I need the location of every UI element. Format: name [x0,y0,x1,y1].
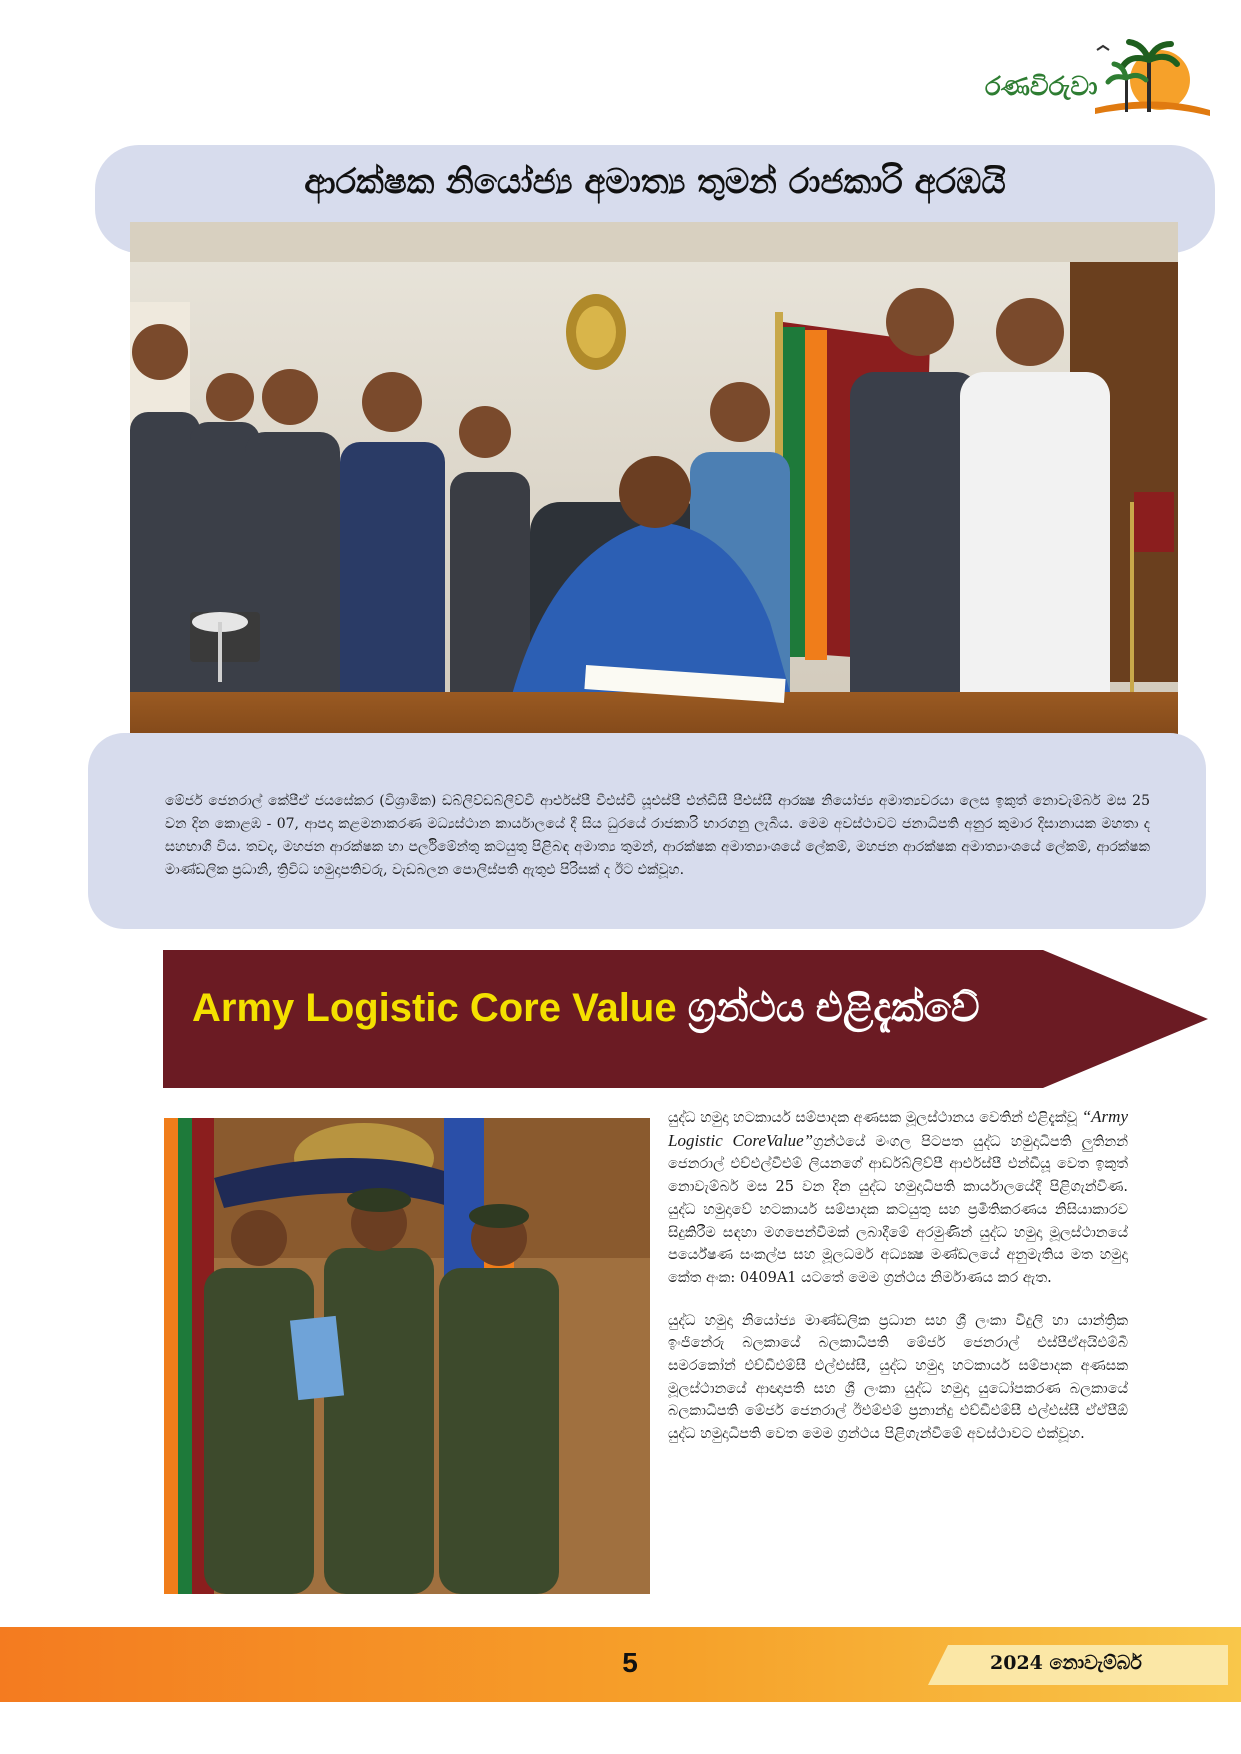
paragraph-text: යුද්ධ හමුදා හටකාර්ය සම්පාදක අණසක මූලස්ථානය වෙතින් එළිදැක්වූ [668,1110,1082,1126]
signing-ceremony-photo [130,222,1178,778]
section-title-english: Army Logistic Core Value [192,986,677,1030]
book-title-quote: “Army Logistic CoreValue” [668,1107,1128,1150]
book-presentation-photo [164,1118,650,1594]
page-number: 5 [622,1647,638,1678]
section-title-sinhala: ග්‍රන්ථය එළිදැක්වේ [676,986,980,1030]
logo-wordmark: රණවිරුවා [985,72,1098,102]
article-paragraph: යුද්ධ හමුදා නියෝජ්‍ය මාණ්ඩලික ප්‍රධාන සහ ශ්‍රී ලංකා විදුලි හා යාන්ත්‍රික ඉංජිනේරු බලකායේ බලකාධිපති මේජර් ජෙනරාල් එස්පීඒඅයිඑම්බී සමරකෝන් එච්ඩීඑම්සී එල්එස්සී, යුද්ධ හමුදා හටකාර්ය සම්පාදක අණසක මූලස්ථානයේ ආඥාපති සහ ශ්‍රී ලංකා යුද්ධ හමුදා යුධෝපකරණ බලකායේ බලකාධිපති මේජර් ජෙනරාල් ඊඑම්එම් ප්‍රනාන්දු එච්ඩීඑම්සී එල්එස්සී ඒඒපීඕ යුද්ධ හමුදාධිපති වෙත මෙම ග්‍රන්ථය පිළිගැන්වීමේ අවස්ථාවට එක්වූහ. [668,1312,1128,1443]
paragraph-text: ග්‍රන්ථයේ මංගල පිටපත යුද්ධ හමුදාධිපති ලුතිනන් ජෙනරාල් එච්එල්වීඑම් ලියනගේ ආර්ඩබ්ලිව්පී ආර්එස්පී එන්ඩීයූ වෙත ඉකුත් නොවැම්බර් මස 25 වන දින යුද්ධ හමුදාධිපති කාර්යාලයේදී පිළිගැන්විණ. යුද්ධ හමුදාවේ හටකාර්ය සම්පාදක කටයුතු සහ ප්‍රමිතිකරණය නිසියාකාරව සිදුකිරීම සඳහා මගපෙන්වීමක් ලබාදීමේ අරමුණින් යුද්ධ හමුදා මූලස්ථානයේ පර්යේෂණ සංකල්ප සහ මූලධර්ම අධ්‍යක්‍ෂ මණ්ඩලයේ අනුමැතිය මත හමුදා කේත අංක: 0409A1 යටතේ මෙම ග්‍රන්ථය නිර්මාණය කර ඇත. [668,1133,1128,1286]
section-title [192,986,980,1031]
magazine-logo [985,30,1215,130]
photo-caption: මේජර් ජෙනරාල් කේපීඒ ජයසේකර (විශ්‍රාමික) ඩබ්ලිව්ඩබ්ලිව්වී ආර්එස්පී වීඑස්වී යූඑස්පී එන්ඩීසී පීඑස්සී ආරක්‍ෂ නියෝජ්‍ය අමාත්‍යවරයා ලෙස ඉකුත් නොවැම්බර් මස 25 වන දින කොළඹ - 07, ආපදා කළමනාකරණ මධ්‍යස්ථාන කාර්යාලයේ දී සිය ධුරයේ රාජකාරි භාරගනු ලැබීය. මෙම අවස්ථාවට ජනාධිපති අනුර කුමාර දිසානායක මහතා ද සහභාගී විය. තවද, මහජන ආරක්ෂක හා පර්ලිමේන්තු කටයුතු පිළිබඳ අමාත්‍ය තුමන්, ආරක්ෂක අමාත්‍යාංශයේ ලේකම්, මහජන ආරක්ෂක අමාත්‍යාංශයේ ලේකම්, ආරක්ෂක මාණ්ඩලික ප්‍රධානි, ත්‍රිවිධ හමුදාපතිවරු, වැඩබලන පොලිස්පති ඇතුළු පිරිසක් ද ඊට එක්වූහ. [165,793,1150,878]
article-paragraph [668,1106,1128,1290]
article-title: ආරක්ෂක නියෝජ්‍ය අමාත්‍ය තුමන් රාජකාරි අරඹයි [304,162,1006,202]
issue-date: 2024 නොවැම්බර් [990,1652,1142,1674]
article-body [668,1106,1128,1466]
